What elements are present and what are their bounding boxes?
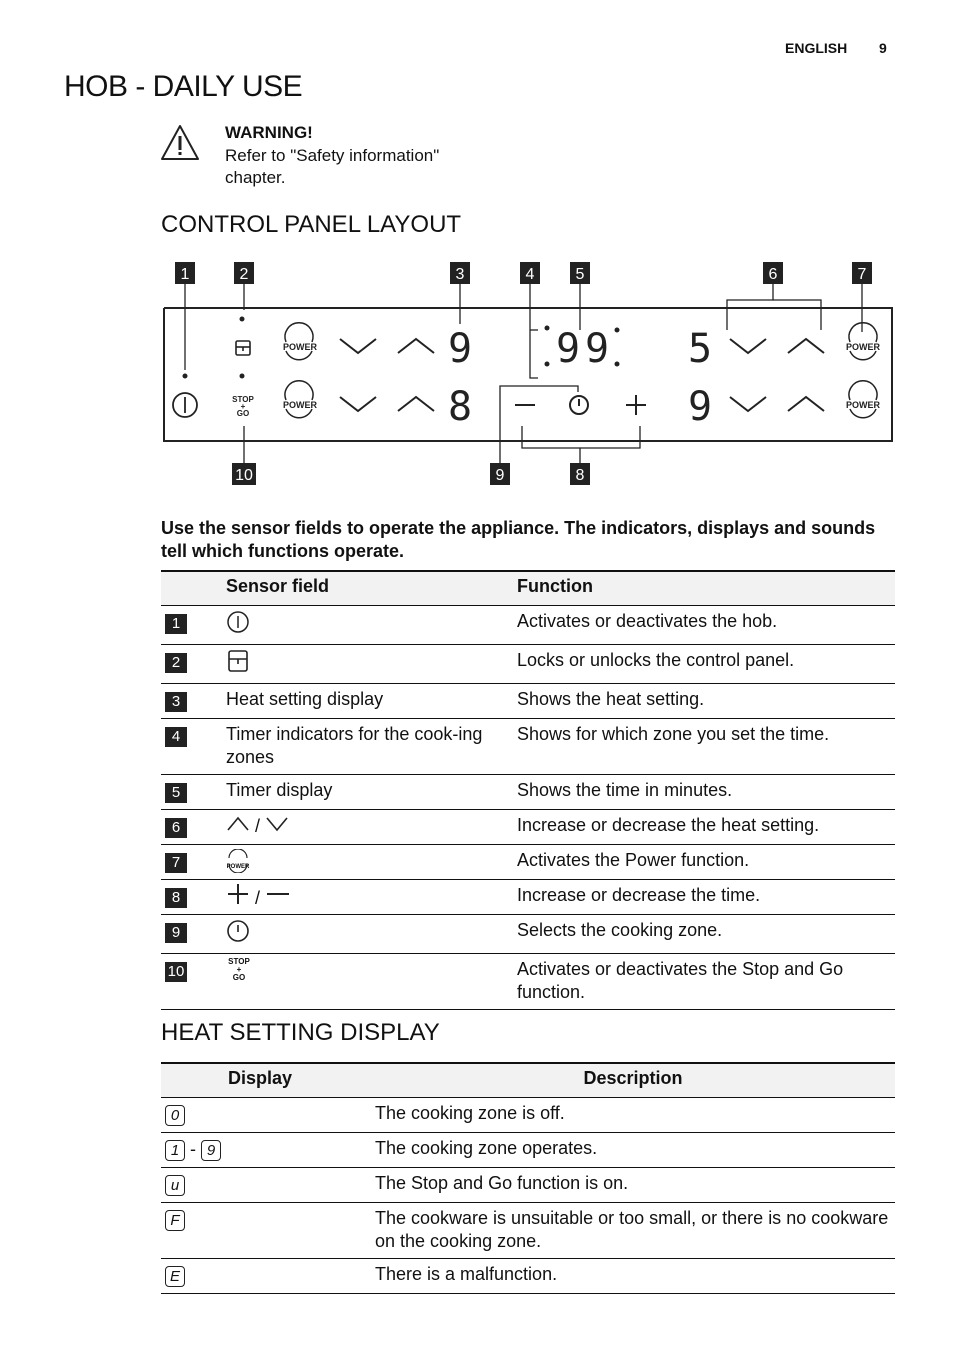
stop-go-icon: STOP + GO <box>228 956 250 982</box>
callout-5: 5 <box>575 266 585 283</box>
row-number-badge: 6 <box>165 818 187 838</box>
lock-icon <box>226 649 250 679</box>
function-cell: Locks or unlocks the control panel. <box>517 649 795 670</box>
table-row <box>161 644 895 683</box>
display-symbol-cell <box>161 1167 371 1202</box>
row-number-badge: 9 <box>165 923 187 943</box>
section-heading-heat-setting: HEAT SETTING DISPLAY <box>161 1019 440 1046</box>
sensor-cell: Timer display <box>226 779 333 800</box>
table-row <box>161 683 895 718</box>
display-symbol: u <box>165 1175 185 1196</box>
sensor-cell <box>226 644 517 683</box>
svg-text:9: 9 <box>584 326 610 372</box>
table-row <box>161 1202 895 1258</box>
display-symbol: 1 <box>165 1140 185 1161</box>
warning-text: Refer to "Safety information" chapter. <box>225 146 440 187</box>
sensor-cell <box>226 809 517 844</box>
language-label: ENGLISH <box>785 40 848 56</box>
page-title: HOB - DAILY USE <box>64 70 303 103</box>
warning-title: WARNING! <box>225 123 313 142</box>
svg-text:POWER: POWER <box>845 342 881 352</box>
table-row <box>161 809 895 844</box>
svg-text:9: 9 <box>687 384 713 430</box>
table-row <box>161 1167 895 1202</box>
down-arrow-icon <box>265 816 289 836</box>
function-cell: Activates or deactivates the Stop and Go function. <box>517 958 844 1002</box>
sensor-label: / <box>255 887 261 908</box>
row-number-badge: 2 <box>165 653 187 673</box>
callout-9: 9 <box>495 467 505 484</box>
row-number-badge: 8 <box>165 888 187 908</box>
display-symbol: F <box>165 1210 185 1231</box>
sensor-cell: Timer indicators for the cook-ing zones <box>226 723 483 767</box>
svg-text:GO: GO <box>236 409 250 418</box>
control-panel-diagram <box>160 258 896 490</box>
svg-text:5: 5 <box>687 326 713 372</box>
intro-text: Use the sensor fields to operate the appliance. The indicators, displays and sounds tell which functions operate. <box>161 518 876 561</box>
function-cell: Selects the cooking zone. <box>517 919 723 940</box>
display-symbol-cell <box>161 1202 371 1258</box>
function-cell: Activates the Power function. <box>517 849 750 870</box>
table-row <box>161 879 895 914</box>
display-symbol-cell <box>161 1132 371 1167</box>
sensor-cell <box>226 605 517 644</box>
col-header-display: Display <box>161 1063 371 1097</box>
svg-text:POWER: POWER <box>282 400 318 410</box>
row-number-badge: 10 <box>165 962 187 982</box>
function-cell: Activates or deactivates the hob. <box>517 610 778 631</box>
table-row <box>161 718 895 774</box>
callout-10: 10 <box>235 467 253 484</box>
svg-text:8: 8 <box>447 384 473 430</box>
description-cell: The Stop and Go function is on. <box>375 1172 629 1193</box>
table-row <box>161 844 895 879</box>
display-symbol: E <box>165 1266 185 1287</box>
sensor-cell <box>226 914 517 953</box>
callout-2: 2 <box>239 266 249 283</box>
page-number: 9 <box>879 40 887 56</box>
row-number-badge: 1 <box>165 614 187 634</box>
col-header-description: Description <box>371 1063 895 1097</box>
row-number-badge: 5 <box>165 783 187 803</box>
sensor-cell: Heat setting display <box>226 688 384 709</box>
range-separator: - <box>190 1138 197 1159</box>
function-cell: Increase or decrease the time. <box>517 884 761 905</box>
callout-1: 1 <box>180 266 190 283</box>
sensor-table <box>161 570 895 1010</box>
svg-text:+: + <box>240 402 246 411</box>
stop-go-icon <box>232 395 254 418</box>
heat-setting-table <box>161 1062 895 1294</box>
callout-6: 6 <box>768 266 778 283</box>
on-off-icon <box>226 610 250 640</box>
callout-7: 7 <box>857 266 867 283</box>
function-cell: Shows for which zone you set the time. <box>517 723 830 744</box>
section-heading-control-panel: CONTROL PANEL LAYOUT <box>161 211 462 238</box>
table-row <box>161 1132 895 1167</box>
row-number-badge: 7 <box>165 853 187 873</box>
callout-4: 4 <box>525 266 535 283</box>
description-cell: The cookware is unsuitable or too small, or there is no cookware on the cooking zone. <box>375 1207 889 1251</box>
col-header-sensor: Sensor field <box>226 571 517 605</box>
description-cell: There is a malfunction. <box>375 1263 558 1284</box>
table-row <box>161 1258 895 1293</box>
lock-icon <box>236 341 250 355</box>
col-header-function: Function <box>517 571 895 605</box>
callout-8: 8 <box>575 467 585 484</box>
display-symbol-cell <box>161 1097 371 1132</box>
callout-3: 3 <box>455 266 465 283</box>
function-cell: Increase or decrease the heat setting. <box>517 814 820 835</box>
sensor-cell <box>226 953 517 1009</box>
function-cell: Shows the time in minutes. <box>517 779 733 800</box>
row-number-badge: 3 <box>165 692 187 712</box>
description-cell: The cooking zone operates. <box>375 1137 598 1158</box>
table-row <box>161 914 895 953</box>
svg-text:9: 9 <box>447 326 473 372</box>
sensor-cell <box>226 879 517 914</box>
up-arrow-icon <box>226 816 250 836</box>
function-cell: Shows the heat setting. <box>517 688 705 709</box>
display-symbol: 0 <box>165 1105 185 1126</box>
description-cell: The cooking zone is off. <box>375 1102 565 1123</box>
display-symbol-cell <box>161 1258 371 1293</box>
display-symbol: 9 <box>201 1140 221 1161</box>
sensor-label: / <box>255 815 261 836</box>
row-number-badge: 4 <box>165 727 187 747</box>
minus-icon <box>265 888 291 908</box>
on-off-icon <box>173 393 197 417</box>
table-row <box>161 774 895 809</box>
svg-text:POWER: POWER <box>845 400 881 410</box>
table-row <box>161 953 895 1009</box>
table-row <box>161 1097 895 1132</box>
sensor-cell <box>226 844 517 879</box>
svg-text:9: 9 <box>555 326 581 372</box>
timer-icon <box>226 919 250 949</box>
plus-icon <box>226 888 250 908</box>
table-row <box>161 605 895 644</box>
warning-icon <box>160 124 200 162</box>
svg-text:STOP: STOP <box>232 395 254 404</box>
power-icon: POWER <box>226 849 250 873</box>
svg-text:POWER: POWER <box>282 342 318 352</box>
